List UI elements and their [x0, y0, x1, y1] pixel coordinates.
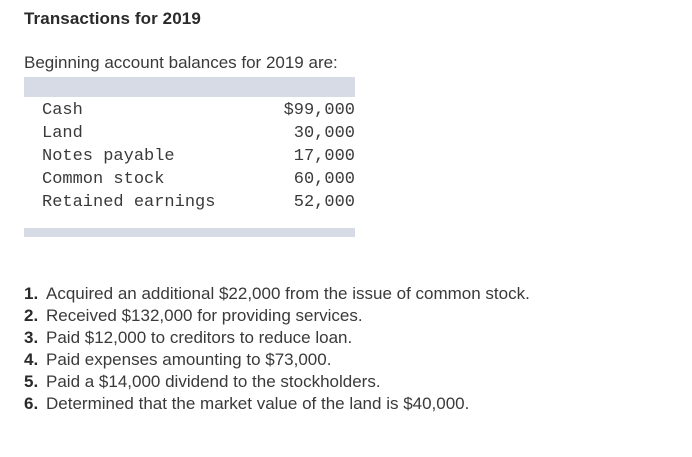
- list-item: [24, 371, 530, 393]
- balances-table-container: [24, 77, 355, 237]
- table-row: [24, 168, 355, 191]
- item-text: Paid a $14,000 dividend to the stockholders.: [46, 372, 381, 391]
- account-name: Retained earnings: [42, 193, 216, 212]
- account-name: Cash: [42, 101, 83, 120]
- table-header-bar: [24, 77, 355, 97]
- account-amount: 60,000: [293, 170, 355, 189]
- table-row: [24, 191, 355, 214]
- item-number: 2.: [24, 306, 39, 325]
- item-number: 6.: [24, 394, 39, 413]
- list-item: [24, 327, 530, 349]
- list-item: [24, 393, 530, 415]
- table-row: [24, 99, 355, 122]
- list-item: [24, 283, 530, 305]
- account-name: Common stock: [42, 170, 165, 189]
- item-number: 5.: [24, 372, 39, 391]
- account-amount: 30,000: [293, 124, 355, 143]
- item-number: 1.: [24, 284, 39, 303]
- account-name: Land: [42, 124, 83, 143]
- item-number: 3.: [24, 328, 39, 347]
- list-item: [24, 349, 530, 371]
- item-text: Received $132,000 for providing services.: [46, 306, 363, 325]
- account-name: Notes payable: [42, 147, 175, 166]
- item-text: Acquired an additional $22,000 from the issue of common stock.: [46, 284, 530, 303]
- item-text: Determined that the market value of the land is $40,000.: [46, 394, 470, 413]
- account-amount: 17,000: [293, 147, 355, 166]
- page-title: Transactions for 2019: [24, 9, 201, 28]
- balances-table: [24, 99, 355, 214]
- item-text: Paid $12,000 to creditors to reduce loan.: [46, 328, 353, 347]
- account-amount: 52,000: [293, 193, 355, 212]
- table-row: [24, 122, 355, 145]
- item-text: Paid expenses amounting to $73,000.: [46, 350, 332, 369]
- intro-text: Beginning account balances for 2019 are:: [24, 53, 338, 72]
- transactions-list: [24, 283, 530, 415]
- table-footer-bar: [24, 228, 355, 237]
- list-item: [24, 305, 530, 327]
- item-number: 4.: [24, 350, 39, 369]
- account-amount: $99,000: [283, 101, 355, 120]
- table-row: [24, 145, 355, 168]
